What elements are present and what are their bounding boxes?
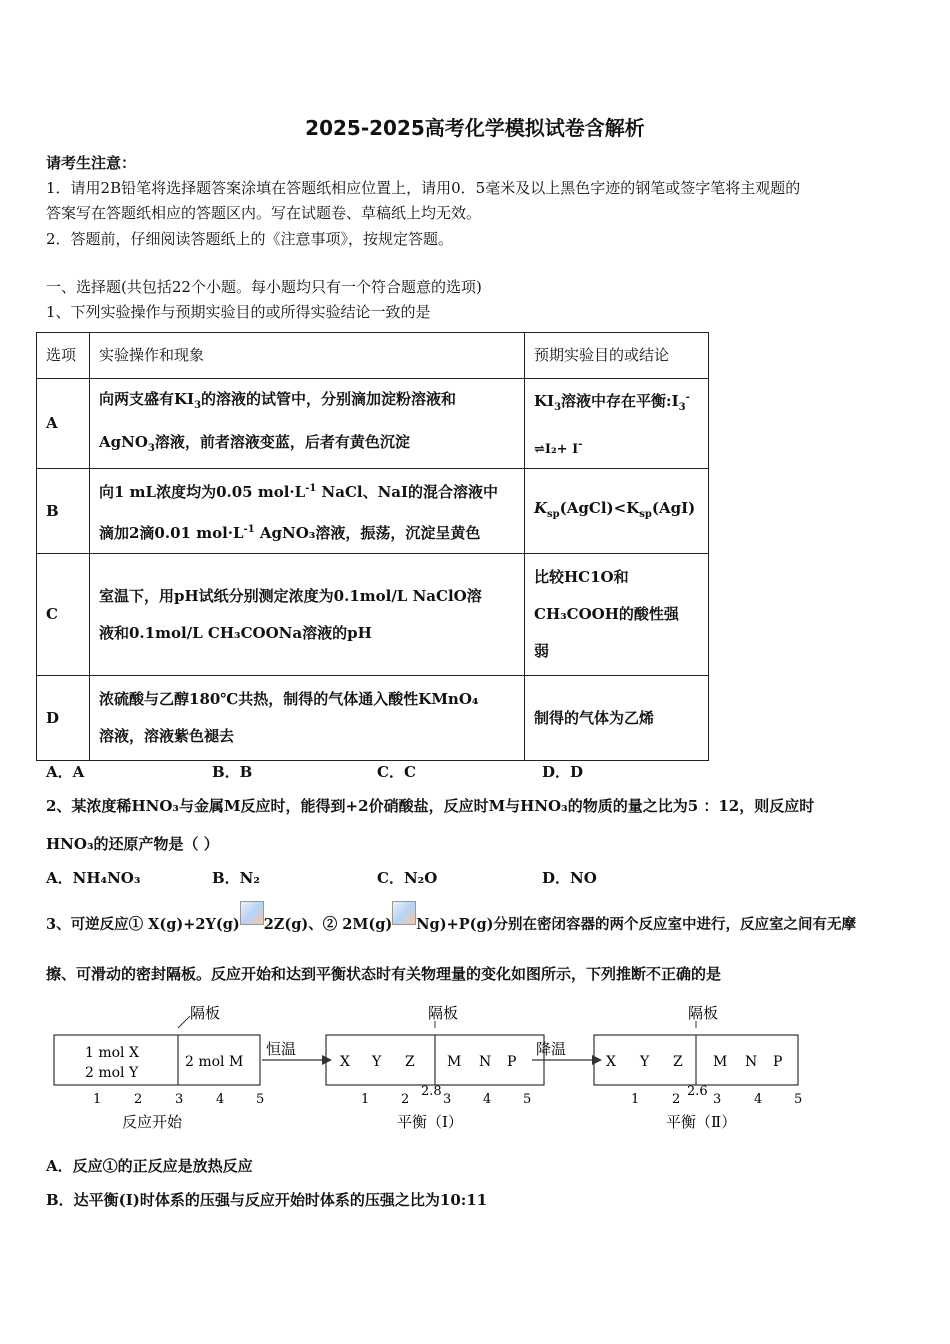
tick-label: 3 <box>443 1092 452 1107</box>
label-eq2: 平衡（Ⅱ） <box>666 1113 737 1131</box>
box-start-y: 2 mol Y <box>85 1065 139 1081</box>
tick-label: 1 <box>631 1092 640 1107</box>
partition-label: 隔板 <box>428 1004 459 1022</box>
tick-label: 2 <box>134 1092 143 1107</box>
q1-choice-a: A．A <box>46 763 85 781</box>
species-y: Y <box>640 1054 650 1070</box>
tick-label: 4 <box>483 1092 492 1107</box>
tick-label: 1 <box>361 1092 370 1107</box>
arrow-head-icon <box>322 1055 332 1065</box>
section-heading: 一、选择题(共包括22个小题。每小题均只有一个符合题意的选项) <box>46 278 482 296</box>
q1-choice-d: D．D <box>542 763 584 781</box>
species-n: N <box>745 1054 758 1070</box>
q3-option-b: B．达平衡(I)时体系的压强与反应开始时体系的压强之比为10:11 <box>46 1191 488 1209</box>
header-option: 选项 <box>37 333 90 379</box>
row-a-conclusion: $KI_3$溶液中存在平衡$:I_3^-$ ⇌I₂+ I- <box>525 379 709 469</box>
tick-label: 2 <box>672 1092 681 1107</box>
species-z: Z <box>405 1054 415 1070</box>
tick-label: 1 <box>93 1092 102 1107</box>
q2-choice-d: D．NO <box>542 869 597 887</box>
equation-image-icon <box>240 901 264 925</box>
tick-label: 4 <box>216 1092 225 1107</box>
species-x: X <box>606 1054 616 1070</box>
row-b-option: B <box>37 469 90 554</box>
row-c-option: C <box>37 554 90 676</box>
partition-pointer <box>178 1016 190 1028</box>
table-row <box>37 554 709 676</box>
species-x: X <box>340 1054 350 1070</box>
row-d-conclusion: 制得的气体为乙烯 <box>525 676 709 761</box>
question-2-stem-cont: HNO₃的还原产物是（ ） <box>46 835 219 853</box>
partition-label: 隔板 <box>688 1004 719 1022</box>
tick-label: 5 <box>523 1092 532 1107</box>
mark-2-8: 2.8 <box>421 1084 442 1099</box>
question-3-stem-cont: 擦、可滑动的密封隔板。反应开始和达到平衡状态时有关物理量的变化如图所示，下列推断不正确的是 <box>46 965 722 983</box>
tick-label: 4 <box>754 1092 763 1107</box>
arrow-label-cooling: 降温 <box>536 1040 567 1058</box>
mark-2-6: 2.6 <box>687 1084 708 1099</box>
table-row <box>37 676 709 761</box>
species-z: Z <box>673 1054 683 1070</box>
q2-choice-a: A．NH₄NO₃ <box>46 869 141 887</box>
table-header-row <box>37 333 709 379</box>
row-c-operation: 室温下，用pH试纸分别测定浓度为0.1mol/L NaClO溶 液和0.1mol/L CH₃COONa溶液的pH <box>90 554 525 676</box>
row-a-operation: 向两支盛有$KI_3$的溶液的试管中，分别滴加淀粉溶液和 AgNO$_3$溶液，前者溶液变蓝，后者有黄色沉淀 <box>90 379 525 469</box>
species-p: P <box>507 1054 517 1070</box>
notice-item-2: 2．答题前，仔细阅读答题纸上的《注意事项》，按规定答题。 <box>46 230 454 248</box>
notice-item-1: 1．请用2B铅笔将选择题答案涂填在答题纸相应位置上，请用0．5毫米及以上黑色字迹的钢笔或签字笔将主观题的 <box>46 179 801 197</box>
question-3-stem: 3、可逆反应① X(g)+2Y(g) 2Z(g)、② 2M(g) Ng)+P(g)分别在密闭容器的两个反应室中进行，反应室之间有无摩 <box>46 913 856 937</box>
tick-label: 5 <box>794 1092 803 1107</box>
partition-label: 隔板 <box>190 1004 221 1022</box>
q1-choice-b: B．B <box>212 763 253 781</box>
box-start-m: 2 mol M <box>185 1054 244 1070</box>
header-conclusion: 预期实验目的或结论 <box>525 333 709 379</box>
question-1-stem: 1、下列实验操作与预期实验目的或所得实验结论一致的是 <box>46 303 431 321</box>
box-start-x: 1 mol X <box>85 1045 139 1061</box>
species-y: Y <box>372 1054 382 1070</box>
tick-label: 2 <box>401 1092 410 1107</box>
tick-label: 3 <box>175 1092 184 1107</box>
tick-label: 3 <box>713 1092 722 1107</box>
row-a-option: A <box>37 379 90 469</box>
q2-choice-c: C．N₂O <box>377 869 438 887</box>
row-d-operation: 浓硫酸与乙醇180℃共热，制得的气体通入酸性KMnO₄ 溶液，溶液紫色褪去 <box>90 676 525 761</box>
label-start: 反应开始 <box>122 1113 183 1131</box>
tick-label: 5 <box>256 1092 265 1107</box>
question-1-table <box>36 332 709 761</box>
equilibrium-arrow-icon: ⇌ <box>534 442 545 457</box>
species-m: M <box>447 1054 462 1070</box>
notice-item-1-cont: 答案写在答题纸相应的答题区内。写在试题卷、草稿纸上均无效。 <box>46 204 482 222</box>
table-row <box>37 469 709 554</box>
q2-choice-b: B．N₂ <box>212 869 260 887</box>
species-p: P <box>773 1054 783 1070</box>
row-c-conclusion: 比较HC1O和 CH₃COOH的酸性强 弱 <box>525 554 709 676</box>
row-d-option: D <box>37 676 90 761</box>
q3-option-a: A．反应①的正反应是放热反应 <box>46 1157 253 1175</box>
equation-image-icon <box>392 901 416 925</box>
q1-choice-c: C．C <box>377 763 416 781</box>
row-b-operation: 向1 mL浓度均为0.05 $mol\cdot L^{-1}$ NaCl、NaI的混合溶液中 滴加2滴0.01 $mol\cdot L^{-1}$ AgNO₃溶液，振荡，沉淀呈黄色 <box>90 469 525 554</box>
species-n: N <box>479 1054 492 1070</box>
question-2-stem: 2、某浓度稀HNO₃与金属M反应时，能得到+2价硝酸盐，反应时M与HNO₃的物质的量之比为5 ：12，则反应时 <box>46 797 815 815</box>
table-row <box>37 379 709 469</box>
arrow-label-constant-temp: 恒温 <box>266 1040 297 1058</box>
label-eq1: 平衡（Ⅰ） <box>397 1113 463 1131</box>
question-3-figure <box>40 998 820 1138</box>
notice-heading: 请考生注意： <box>46 154 137 172</box>
scale-start <box>93 1092 264 1107</box>
header-operation: 实验操作和现象 <box>90 333 525 379</box>
page-title: 2025-2025高考化学模拟试卷含解析 <box>305 116 645 140</box>
row-b-conclusion: $K_{sp}(AgCl)<K_{sp}(AgI)$ <box>525 469 709 554</box>
species-m: M <box>713 1054 728 1070</box>
